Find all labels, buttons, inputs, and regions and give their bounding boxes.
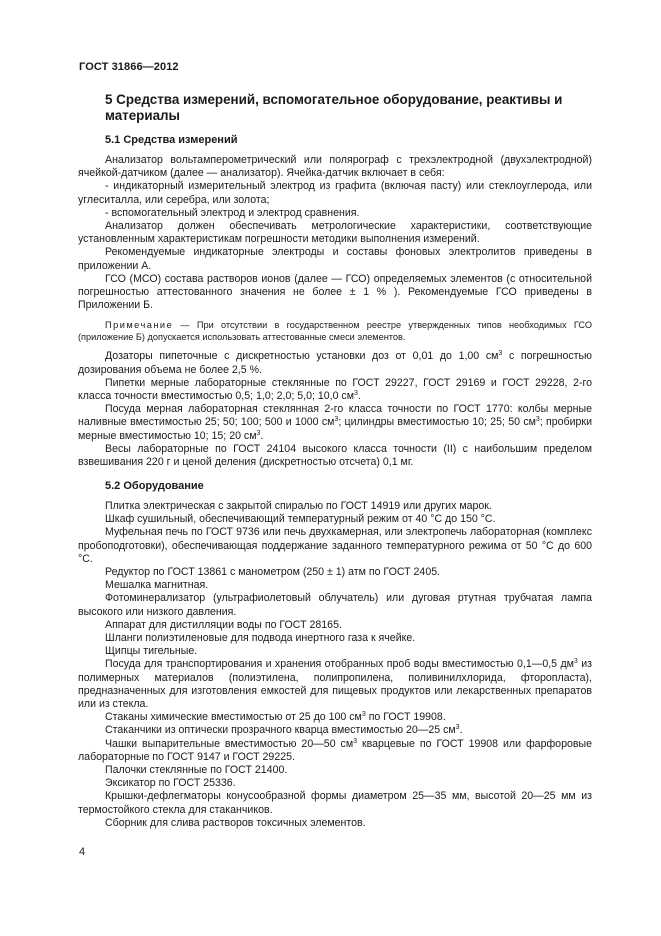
paragraph: Посуда для транспортирования и хранения отобранных проб воды вместимостью 0,1—0,5 $дм^3$ из полимерных материалов (полиэтилена, полипропилена, поливинилхлорида, фторопласта), предназначенных для изготовления емкостей для пищевых продуктов или лекарственных препаратов или из стекла. — [78, 658, 592, 711]
paragraph: Муфельная печь по ГОСТ 9736 или печь двухкамерная, или электропечь лабораторная (комплекс пробоподготовки), обеспечивающая поддержание заданного температурного режима от 50 °С до 600 °С. — [78, 526, 592, 565]
paragraph: Аппарат для дистилляции воды по ГОСТ 28165. — [105, 618, 342, 631]
subsection-5-2-body — [78, 500, 592, 830]
document-header: ГОСТ 31866—2012 — [79, 61, 179, 73]
page-number: 4 — [79, 846, 86, 858]
note-label: Примечание — [105, 320, 174, 331]
subsection-5-1-body — [78, 154, 592, 469]
paragraph: Сборник для слива растворов токсичных элементов. — [105, 816, 366, 829]
paragraph: Анализатор вольтамперометрический или полярограф с трехэлектродной (двухэлектродной) ячейкой-датчиком (далее — анализатор). Ячейка-датчик включает в себя: — [78, 154, 592, 180]
note-text: — При отсутствии в государственном реестре утвержденных типов необходимых ГСО (приложение Б) допускается использовать аттестованные смеси элементов. — [78, 320, 592, 343]
paragraph: Щипцы тигельные. — [105, 645, 198, 658]
paragraph: Мешалка магнитная. — [105, 579, 209, 592]
paragraph: Палочки стеклянные по ГОСТ 21400. — [105, 764, 288, 777]
paragraph: Редуктор по ГОСТ 13861 с манометром (250 ± 1) атм по ГОСТ 2405. — [105, 566, 441, 579]
paragraph: Эксикатор по ГОСТ 25336. — [105, 777, 236, 790]
paragraph: Фотоминерализатор (ультрафиолетовый облучатель) или дуговая ртутная трубчатая лампа высокого или низкого давления. — [78, 592, 592, 618]
paragraph: Стаканы химические вместимостью от 25 до 100 $см^3$ по ГОСТ 19908. — [105, 711, 446, 724]
paragraph: Пипетки мерные лабораторные стеклянные по ГОСТ 29227, ГОСТ 29169 и ГОСТ 29228, 2-го класса точности вместимостью 0,5; 1,0; 2,0; 5,0; 10,0 $см^3$. — [78, 376, 592, 403]
paragraph: Весы лабораторные по ГОСТ 24104 высокого класса точности (II) с наибольшим пределом взвешивания 220 г и ценой деления (дискретностью отсчета) 0,1 мг. — [78, 442, 592, 469]
paragraph: Плитка электрическая с закрытой спиралью по ГОСТ 14919 или других марок. — [105, 500, 492, 512]
section-5-title: 5 Средства измерений, вспомогательное оборудование, реактивы и материалы — [105, 92, 563, 123]
note — [78, 319, 592, 343]
paragraph: Стаканчики из оптически прозрачного кварца вместимостью 20—25 $см^3$. — [105, 724, 463, 737]
subsection-5-1-heading: 5.1 Средства измерений — [105, 134, 238, 146]
paragraph: Шланги полиэтиленовые для подвода инертного газа к ячейке. — [105, 632, 416, 645]
paragraph: Дозаторы пипеточные с дискретностью установки доз от 0,01 до 1,00 $см^3$ с погрешностью дозирования объема не более 2,5 %. — [78, 350, 592, 376]
paragraph: Рекомендуемые индикаторные электроды и составы фоновых электролитов приведены в приложении А. — [78, 246, 592, 272]
paragraph: ГСО (МСО) состава растворов ионов (далее — ГСО) определяемых элементов (с относительной погрешностью аттестованного значения не более ± 1 % ). Рекомендуемые ГСО приведены в Приложении Б. — [78, 272, 592, 312]
paragraph: Шкаф сушильный, обеспечивающий температурный режим от 40 °С до 150 °С. — [105, 513, 496, 526]
paragraph: Посуда мерная лабораторная стеклянная 2-го класса точности по ГОСТ 1770: колбы мерные наливные вместимостью 25; 50; 100; 500 и 1000 $см^3$; цилиндры вместимостью 10; 25; 50 $см^3$; пробирки мерные вместимостью 10; 15; 20 $см^3$. — [78, 403, 592, 442]
paragraph: - вспомогательный электрод и электрод сравнения. — [105, 206, 360, 219]
paragraph: Чашки выпарительные вместимостью 20—50 $см^3$ кварцевые по ГОСТ 19908 или фарфоровые лабораторные по ГОСТ 9147 и ГОСТ 29225. — [78, 737, 592, 763]
subsection-5-2-heading: 5.2 Оборудование — [105, 480, 204, 492]
paragraph: Крышки-дефлегматоры конусообразной формы диаметром 25—35 мм, высотой 20—25 мм из термостойкого стекла для стаканчиков. — [78, 790, 592, 816]
paragraph: - индикаторный измерительный электрод из графита (включая пасту) или стеклоуглерода, или углеситалла, или серебра, или золота; — [78, 180, 592, 206]
paragraph: Анализатор должен обеспечивать метрологические характеристики, соответствующие установленным характеристикам погрешности методики выполнения измерений. — [78, 220, 592, 246]
